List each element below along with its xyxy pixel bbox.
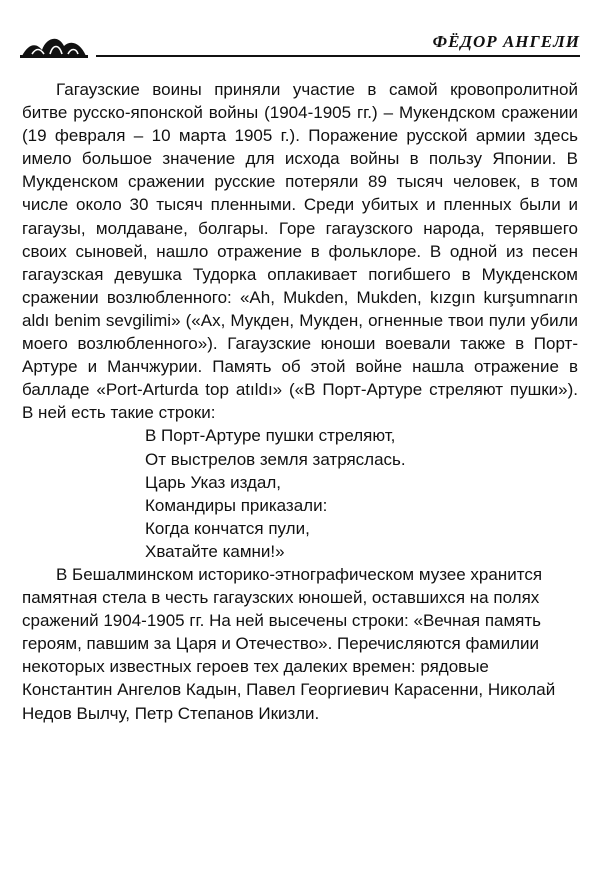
ballad-verse <box>145 424 578 563</box>
page-body <box>22 78 578 725</box>
verse-line: Когда кончатся пули, <box>145 518 310 538</box>
running-head-author: ФЁДОР АНГЕЛИ <box>432 32 580 51</box>
paragraph-2: В Бешалминском историко-этнографическом музее хранится памятная стела в честь гагаузских юношей, оставшихся на полях сражений 1904-1905 гг. На ней высечены строки: «Вечная память героям, павшим за Царя и Отечество». Перечисляются фамилии некоторых известных героев тех далеких времен: рядовые Константин Ангелов Кадын, Павел Георгиевич Карасенни, Николай Недов Вылчу, Петр Степанов Икизли. <box>22 564 556 723</box>
verse-line: Хватайте камни!» <box>145 541 285 561</box>
verse-line: Командиры приказали: <box>145 495 328 515</box>
verse-line: Царь Указ издал, <box>145 472 281 492</box>
ornament-icon <box>20 32 88 58</box>
verse-line: От выстрелов земля затряслась. <box>145 449 406 469</box>
paragraph-1: Гагаузские воины приняли участие в самой кровопролитной битве русско-японской войны (1904-1905 гг.) – Мукендском сражении (19 февраля – 10 марта 1905 г.). Поражение русской армии здесь имело большое значение для исхода войны в пользу Японии. В Мукденском сражении русские потеряли 89 тысяч человек, в том числе около 30 тысяч пленными. Среди убитых и пленных были и гагаузы, молдаване, болгары. Горе гагаузского народа, терявшего своих сыновей, нашло отражение в фольклоре. В одной из песен гагаузская девушка Тудорка оплакивает погибшего в Мукденском сражении возлюбленного: «Ah, Mukden, Mukden, kızgın kurşumnarın aldı benim sevgilimi» («Ах, Мукден, Мукден, огненные твои пули убили моего возлюбленного»). Гагаузские юноши воевали также в Порт-Артуре и Манчжурии. Память об этой войне нашла отражение в балладе «Port-Arturda top atıldı» («В Порт-Артуре стреляют пушки»). В ней есть такие строки: <box>22 80 578 423</box>
header-rule <box>96 55 580 57</box>
page-header <box>20 30 580 60</box>
verse-line: В Порт-Артуре пушки стреляют, <box>145 426 396 446</box>
